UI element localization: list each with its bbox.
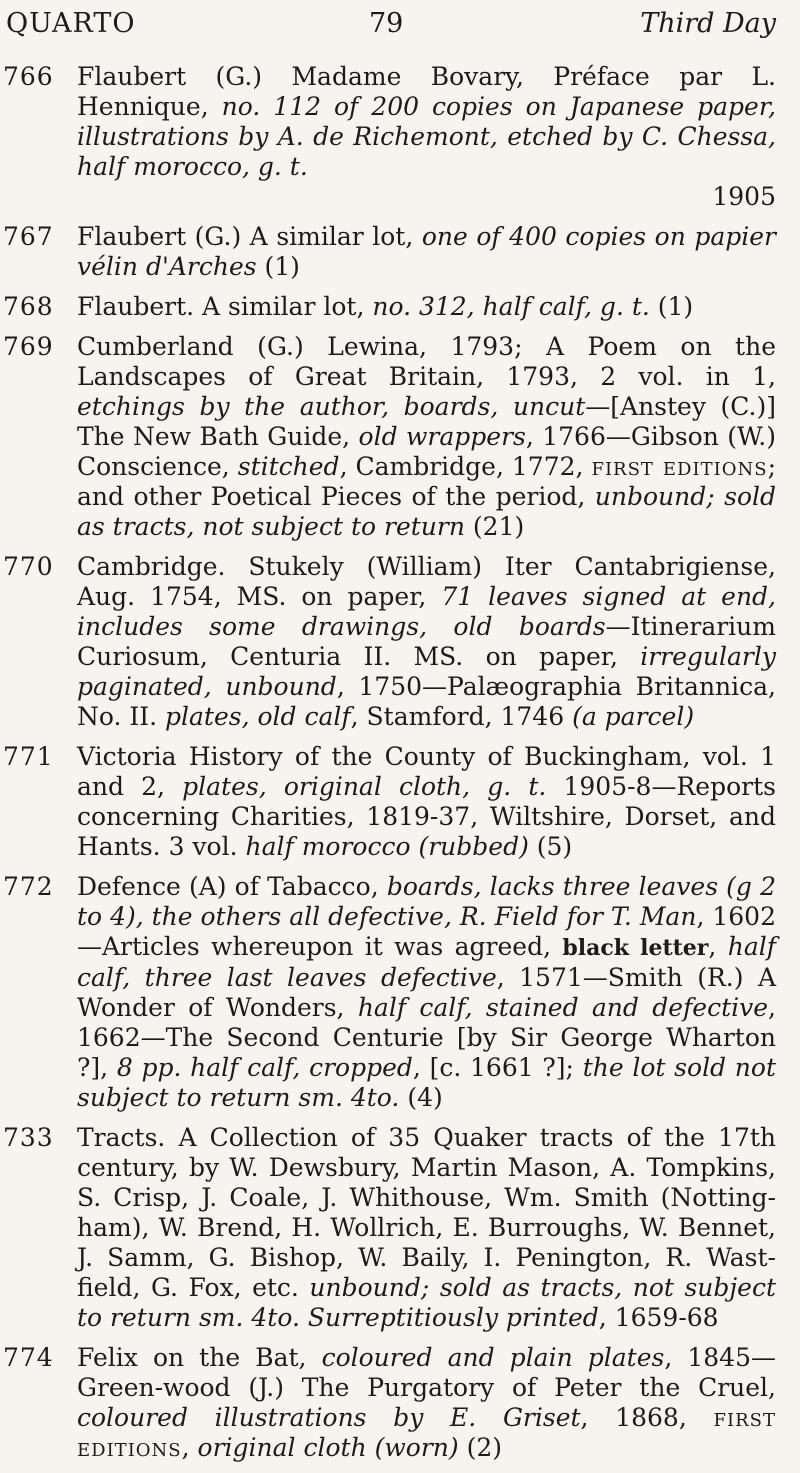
entry-text-segment: 1905-8—Reports concerning Charities, 1819-37, Wiltshire, Dorset, and Hants. 3 vol.: [77, 772, 776, 861]
entry-text-segment: Tracts. A Collection of 35 Quaker tracts of the 17th century, by W. Dewsbury, Martin Mason, A. Tompkins, S. Crisp, J. Coale, J. Whithouse, Wm. Smith (Notting-ham), W. Brend, H. Wollrich, E. Burroughs, W. Bennet, J. Samm, G. Bishop, W. Baily, I. Penington, R. Wast-field, G. Fox, etc.: [77, 1123, 776, 1302]
entry-description: [77, 742, 776, 862]
entry-text-segment: (a parcel): [572, 702, 695, 731]
entry-description: [77, 1343, 776, 1463]
entry-text-segment: , 1571—Smith (R.) A Wonder of Wonders,: [77, 963, 776, 1022]
entry-text-segment: Flaubert. A similar lot,: [77, 292, 373, 321]
entry-year: 1905: [712, 182, 776, 211]
catalogue-entry: [0, 332, 800, 542]
entry-text-segment: half morocco (rubbed): [245, 832, 529, 861]
entry-text-segment: unbound; sold as tracts, not subject to return: [77, 1273, 776, 1332]
entry-text-segment: black letter: [562, 935, 709, 961]
entry-text-segment: 8 pp. half calf, cropped: [116, 1053, 413, 1082]
entry-text-segment: unbound; sold as tracts, not subject to return: [77, 482, 776, 541]
page-header: [6, 4, 776, 44]
entry-text-segment: no. 312, half calf, g. t.: [372, 292, 650, 321]
entry-description: [77, 552, 776, 732]
entry-text-segment: , Stamford, 1746: [350, 702, 573, 731]
sale-day: Third Day: [640, 8, 776, 39]
lot-number: 772: [3, 872, 54, 901]
entry-description: [77, 222, 776, 282]
entry-text-segment: coloured illustrations by E. Griset: [77, 1403, 581, 1432]
page-number: 79: [369, 8, 404, 39]
entry-text-segment: half calf, stained and defective: [357, 993, 769, 1022]
entry-description: [77, 872, 776, 1113]
entry-description: [77, 332, 776, 542]
entry-text-segment: sm. 4to.: [298, 1083, 400, 1112]
entry-text-segment: half calf, three last leaves defective: [77, 932, 776, 992]
catalogue-entry: [0, 872, 800, 1113]
entry-description: [77, 292, 776, 322]
section-label: QUARTO: [6, 8, 136, 39]
lot-number: 767: [3, 222, 54, 251]
entry-text-segment: —Itinerarium Curiosum, Centuria II. MS. on paper,: [77, 612, 776, 671]
entry-text-segment: , 1750—Palæographia Britannica, No. II.: [77, 672, 776, 731]
entry-text-segment: first editions: [591, 452, 768, 481]
entry-text-segment: ; and other Poetical Pieces of the period,: [77, 452, 776, 511]
entry-text-segment: , [c. 1661 ?];: [412, 1053, 583, 1082]
entry-text-segment: Cumberland (G.) Lewina, 1793; A Poem on the Landscapes of Great Britain, 1793, 2 vol. in 1,: [77, 332, 776, 391]
entry-text-segment: plates, original cloth, g. t.: [182, 772, 547, 801]
entry-text-segment: [191, 1303, 199, 1332]
entry-text-segment: coloured and plain plates: [321, 1343, 665, 1372]
entry-text-segment: boards, lacks three leaves (g 2 to 4), the others all defective, R. Field for T. Man: [77, 872, 777, 931]
entry-text-segment: one of 400 copies on papier vélin d'Arches: [77, 222, 776, 281]
entry-description: [77, 62, 776, 182]
entry-text-segment: no. 112 of 200 copies on Japanese paper, illustrations by A. de Richemont, etched by C. Chessa, half morocco, g. t.: [77, 92, 776, 181]
entry-text-segment: (4): [399, 1083, 443, 1112]
lot-number: 766: [3, 62, 54, 91]
lot-number: 769: [3, 332, 54, 361]
catalogue-entry: [0, 1123, 800, 1333]
entry-text-segment: (1): [649, 292, 694, 321]
lot-number: 771: [3, 742, 54, 771]
entry-text-segment: 71 leaves signed at end, includes some drawings, old boards: [77, 582, 776, 641]
lot-number: 768: [3, 292, 54, 321]
entry-text-segment: —[Anstey (C.)] The New Bath Guide,: [77, 392, 776, 451]
entry-text-segment: (5): [528, 832, 573, 861]
entry-text-segment: irregularly paginated, unbound: [77, 642, 776, 701]
entry-text-segment: , 1766—Gibson (W.) Conscience,: [77, 422, 776, 481]
entry-text-segment: first editions: [77, 1403, 776, 1462]
entry-text-segment: (2): [458, 1433, 503, 1462]
entry-text-segment: old wrappers: [358, 422, 526, 451]
entry-text-segment: Flaubert (G.) A similar lot,: [77, 222, 422, 251]
entry-text-segment: the lot sold not subject to return: [77, 1053, 776, 1112]
entry-text-segment: , 1659-68: [598, 1303, 719, 1332]
entry-text-segment: Flaubert (G.) Madame Bovary, Préface par L. Hennique,: [77, 62, 776, 121]
entry-text-segment: stitched: [237, 452, 340, 481]
entry-text-segment: , 1868,: [580, 1403, 714, 1432]
entry-text-segment: , 1662—The Second Centurie [by Sir George Wharton ?],: [77, 993, 776, 1082]
catalogue-entry: [0, 62, 800, 212]
catalogue-entry: [0, 1343, 800, 1463]
entry-text-segment: ,: [708, 932, 728, 961]
catalogue-entry: [0, 552, 800, 732]
entry-text-segment: sm. 4to. Surreptitiously printed: [198, 1303, 599, 1332]
entry-text-segment: original cloth (worn): [197, 1433, 459, 1462]
lot-number: 770: [3, 552, 54, 581]
entry-text-segment: Victoria History of the County of Buckingham, vol. 1 and 2,: [77, 742, 776, 801]
catalogue-entry: [0, 292, 800, 322]
entry-text-segment: (1): [256, 252, 300, 281]
catalogue-entry: [0, 222, 800, 282]
entry-text-segment: Felix on the Bat,: [77, 1343, 322, 1372]
entry-description: [77, 1123, 776, 1333]
entry-text-segment: ,: [181, 1433, 198, 1462]
catalogue-entries: [0, 62, 800, 1473]
entry-text-segment: (21): [464, 512, 525, 541]
entry-text-segment: etchings by the author, boards, uncut: [77, 392, 586, 421]
entry-text-segment: , 1845—Green-wood (J.) The Purgatory of Peter the Cruel,: [77, 1343, 776, 1402]
entry-text-segment: , 1602—Articles whereupon it was agreed,: [77, 902, 776, 961]
entry-text-segment: Cambridge. Stukely (William) Iter Cantabrigiense, Aug. 1754, MS. on paper,: [77, 552, 776, 611]
lot-number: 774: [3, 1343, 54, 1372]
entry-text-segment: plates, old calf: [165, 702, 351, 731]
entry-text-segment: Defence (A) of Tabacco,: [77, 872, 387, 901]
lot-number: 733: [3, 1123, 54, 1152]
entry-text-segment: , Cambridge, 1772,: [339, 452, 592, 481]
catalogue-entry: [0, 742, 800, 862]
